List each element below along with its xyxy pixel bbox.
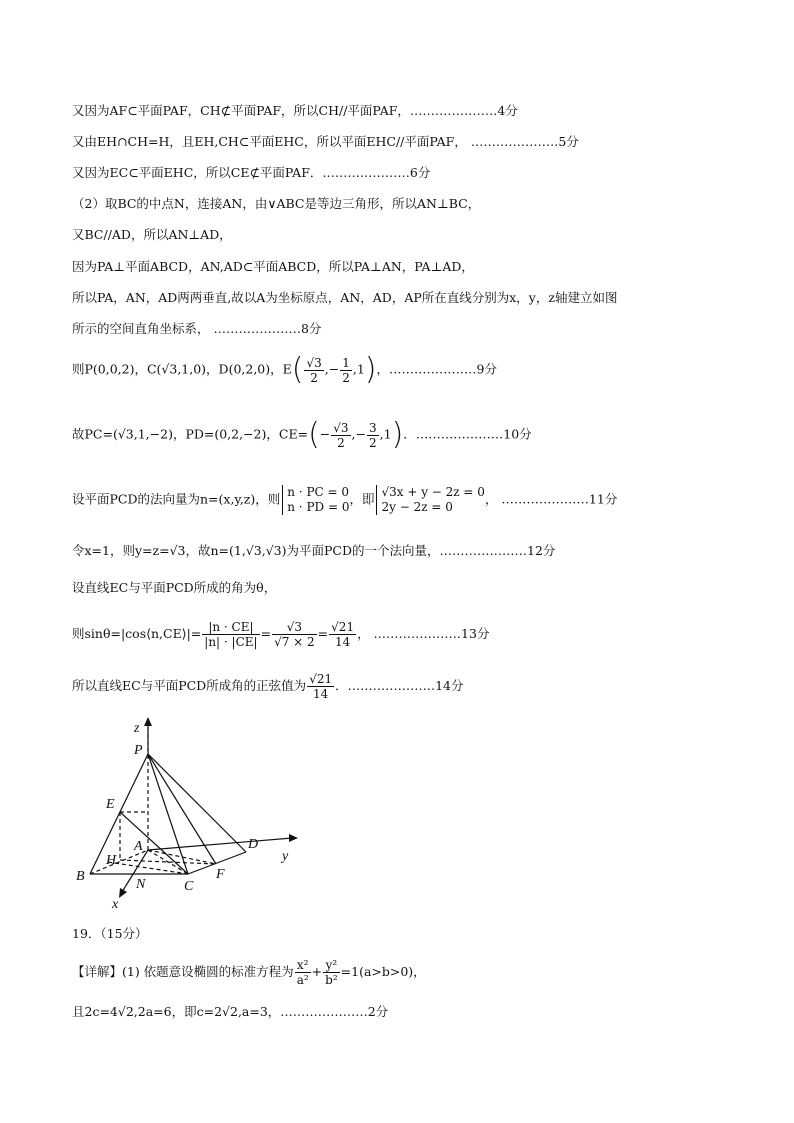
- text-line-18: 且2c=4√2,2a=6，即c=2√2,a=3，…………………2分: [72, 1004, 389, 1019]
- system-1: [282, 485, 349, 515]
- sin-f3-den: 14: [334, 635, 351, 649]
- text-line-13: 设直线EC与平面PCD所成的角为θ，: [72, 580, 277, 595]
- line9-suffix: ，…………………9分: [376, 361, 497, 377]
- edge-AC: [148, 850, 188, 874]
- ell-x-num: x²: [295, 958, 311, 973]
- system-2: [376, 485, 484, 515]
- ce-x-fraction: [331, 421, 350, 450]
- y-axis: [148, 838, 292, 850]
- z-arrowhead: [144, 717, 152, 726]
- e-y-fraction: [340, 356, 352, 385]
- e-y-den: 2: [342, 370, 350, 385]
- ell-x-den: a²: [296, 973, 309, 987]
- text-line-14: [72, 620, 489, 649]
- text-line-15: [72, 672, 464, 701]
- label-y: y: [282, 849, 289, 864]
- sin-fraction-1: [202, 620, 259, 649]
- ce-tail: ,1: [379, 426, 392, 442]
- pyramid-figure: [60, 712, 310, 912]
- sin-f2-den: √7 × 2: [274, 635, 315, 649]
- line14-prefix: 则sinθ=|cos⟨n,CE⟩|=: [72, 626, 202, 641]
- line17-prefix: 【详解】(1) 依题意设椭圆的标准方程为: [72, 964, 294, 979]
- ell-y-den: b²: [325, 973, 338, 987]
- left-paren: (: [308, 417, 320, 452]
- text-line-9: [72, 352, 497, 387]
- sin-f2-num: √3: [272, 620, 317, 635]
- sin-f1-den: |n| · |CE|: [204, 635, 258, 649]
- text-line-12: 令x=1，则y=z=√3，故n=(1,√3,√3)为平面PCD的一个法向量，…………………12分: [72, 543, 556, 558]
- e-separator: ,−: [324, 361, 340, 377]
- left-paren: (: [291, 352, 304, 387]
- ce-separator: ,−: [351, 426, 366, 442]
- line11-mid: ，即: [349, 491, 375, 507]
- label-D: D: [248, 837, 259, 852]
- sin-fraction-3: [329, 620, 356, 649]
- line15-suffix: ．…………………14分: [335, 678, 464, 693]
- text-line-11: [72, 485, 617, 515]
- text-line-1: 又因为AF⊂平面PAF，CH⊄平面PAF，所以CH//平面PAF，…………………4分: [72, 103, 518, 118]
- text-line-8: 所示的空间直角坐标系， …………………8分: [72, 321, 322, 336]
- line11-prefix: 设平面PCD的法向量为n=(x,y,z)，则: [72, 491, 281, 507]
- ce-lead: −: [319, 426, 331, 442]
- label-A: A: [134, 839, 143, 854]
- ans-den: 14: [313, 687, 329, 701]
- right-paren: ): [391, 417, 404, 452]
- line17-suffix: =1(a>b>0)，: [340, 964, 426, 979]
- equals-1: =: [260, 626, 272, 641]
- y-arrowhead: [289, 834, 298, 842]
- sys1-row-a: n · PC = 0: [287, 485, 350, 499]
- text-line-3: 又因为EC⊂平面EHC，所以CE⊄平面PAF．…………………6分: [72, 165, 431, 180]
- edge-PD: [148, 754, 246, 852]
- e-y-num: 1: [342, 355, 350, 370]
- label-N: N: [136, 877, 146, 892]
- edge-PB: [90, 754, 148, 874]
- sin-f1-num: |n · CE|: [202, 620, 259, 635]
- sin-fraction-2: [272, 620, 317, 649]
- text-line-2: 又由EH∩CH=H，且EH,CH⊂平面EHC，所以平面EHC//平面PAF， …………………5分: [72, 134, 579, 149]
- label-C: C: [184, 879, 194, 894]
- label-H: H: [106, 853, 117, 868]
- label-E: E: [106, 797, 115, 812]
- ce-x-num: √3: [333, 420, 349, 435]
- line15-prefix: 所以直线EC与平面PCD所成角的正弦值为: [72, 678, 307, 693]
- line11-suffix: ， …………………11分: [484, 491, 618, 507]
- sys1-row-b: n · PD = 0: [287, 500, 350, 514]
- sin-f3-num: √21: [331, 620, 355, 634]
- label-z: z: [134, 721, 140, 736]
- ce-y-fraction: [367, 421, 379, 450]
- ellipse-y-fraction: [323, 958, 340, 987]
- ell-y-num: y²: [323, 958, 340, 973]
- e-x-num: √3: [306, 355, 322, 370]
- line14-suffix: ， …………………13分: [357, 626, 490, 641]
- text-line-16: 19．（15分）: [72, 926, 148, 941]
- text-line-5: 又BC//AD，所以AN⊥AD，: [72, 227, 232, 242]
- sys2-row-a: √3x + y − 2z = 0: [381, 485, 485, 499]
- text-line-7: 所以PA，AN，AD两两垂直,故以A为坐标原点，AN，AD，AP所在直线分别为x，y，z轴建立如图: [72, 290, 618, 305]
- ce-y-den: 2: [369, 435, 377, 450]
- line10-suffix: ．…………………10分: [403, 426, 532, 442]
- ce-x-den: 2: [337, 435, 345, 450]
- right-paren: ): [364, 352, 377, 387]
- plus-sign: +: [311, 964, 323, 979]
- label-x: x: [112, 897, 119, 912]
- label-P: P: [134, 743, 143, 758]
- text-line-4: （2）取BC的中点N，连接AN，由∨ABC是等边三角形，所以AN⊥BC，: [72, 196, 481, 211]
- text-line-6: 因为PA⊥平面ABCD，AN,AD⊂平面ABCD，所以PA⊥AN，PA⊥AD，: [72, 259, 474, 274]
- label-B: B: [76, 869, 85, 884]
- e-x-den: 2: [310, 370, 318, 385]
- ce-y-num: 3: [369, 420, 377, 435]
- ans-num: √21: [309, 672, 333, 686]
- line9-prefix: 则P(0,0,2)，C(√3,1,0)，D(0,2,0)，E: [72, 361, 292, 377]
- label-F: F: [216, 867, 225, 882]
- ellipse-x-fraction: [295, 958, 311, 987]
- sys2-row-b: 2y − 2z = 0: [381, 500, 453, 514]
- e-tail: ,1: [352, 361, 365, 377]
- text-line-17: [72, 958, 426, 987]
- line10-prefix: 故PC=(√3,1,−2)，PD=(0,2,−2)，CE=: [72, 426, 309, 442]
- text-line-10: [72, 417, 532, 452]
- e-x-fraction: [304, 356, 323, 385]
- answer-fraction: [307, 672, 334, 701]
- equals-2: =: [317, 626, 329, 641]
